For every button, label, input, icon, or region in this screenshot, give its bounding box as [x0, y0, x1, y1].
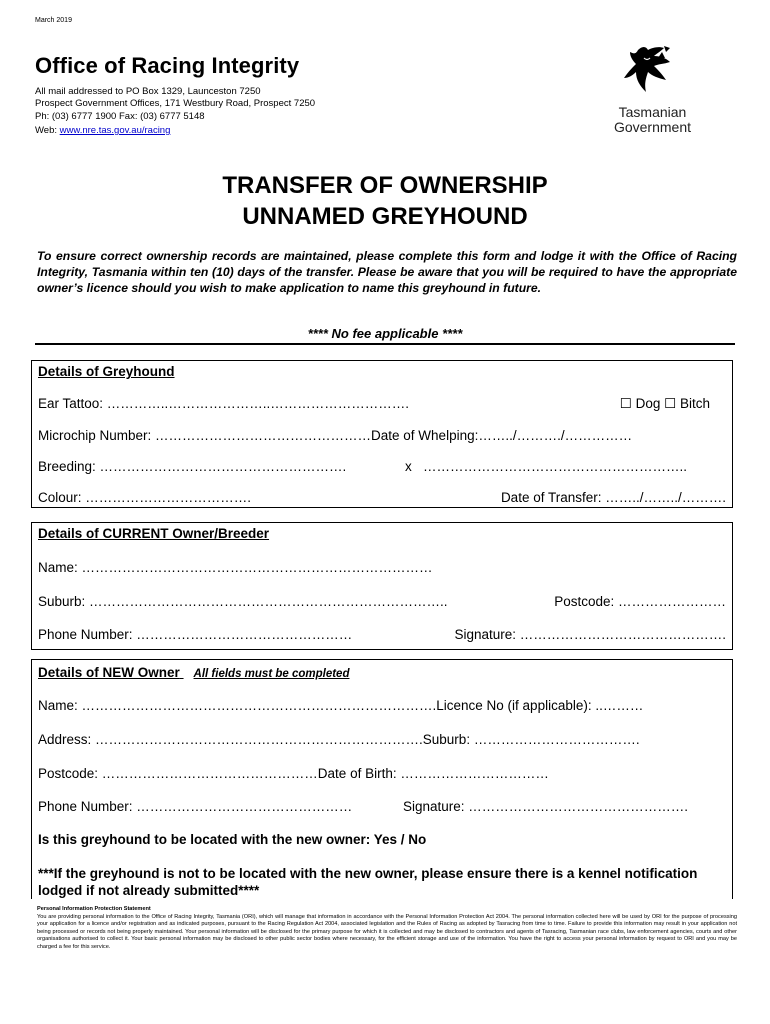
new-owner-section: [31, 659, 733, 899]
greyhound-section-heading: Details of Greyhound: [38, 364, 175, 379]
intro-paragraph: To ensure correct ownership records are maintained, please complete this form and lodge it with the Office of Racing Integrity, Tasmania within ten (10) days of the transfer. Please be aware that you will be required to have the appropriate owner’s licence should you wish to make application to name this greyhound in future.: [37, 249, 737, 295]
no-fee-notice: **** No fee applicable ****: [307, 326, 463, 341]
new-owner-heading-row: [38, 665, 349, 680]
ear-tattoo-row: [38, 396, 726, 411]
form-title-line-2: UNNAMED GREYHOUND: [242, 203, 528, 230]
tasmanian-government-logo: [600, 42, 705, 135]
phone-fax: Ph: (03) 6777 1900 Fax: (03) 6777 5148: [35, 111, 205, 122]
microchip-row: [38, 428, 726, 443]
new-owner-phone-row: [38, 799, 726, 814]
website-link[interactable]: www.nre.tas.gov.au/racing: [59, 125, 171, 136]
ear-tattoo-field[interactable]: Ear Tattoo: …………..…………………..………………………….: [38, 396, 410, 411]
thylacine-logo-icon: [600, 42, 705, 98]
microchip-field[interactable]: Microchip Number: …………………………………………: [38, 428, 372, 443]
kennel-notification-note: ***If the greyhound is not to be located with the new owner, please ensure there is a kennel notification lodged if not already submitted****: [38, 866, 698, 898]
whelping-date-field[interactable]: Date of Whelping:……../………./……………: [371, 428, 633, 443]
new-owner-name-field[interactable]: Name: …………………………………………………………………….: [38, 698, 437, 713]
current-owner-heading: Details of CURRENT Owner/Breeder: [38, 526, 270, 541]
current-owner-phone-row: [38, 627, 726, 642]
current-owner-phone-field[interactable]: Phone Number: …………………………………………: [38, 627, 353, 642]
greyhound-details-section: [31, 360, 733, 508]
privacy-body: You are providing personal information to the Office of Racing Integrity, Tasmania (ORI), which will manage that information in accordance with the Personal Information Protection Act 2004. The personal information collected here will be used by ORI for the purpose of processing your application for a licence and/or registration and as indicated purposes, pursuant to the Racing Regulation Act 2004, associated legislation and the Rules of Racing as adopted by Tasracing from time to time. Failure to provide this information may result in your application not being processed or records not being properly maintained. Your personal information will be disclosed for the primary purpose for which it is collected and may be disclosed to contractors and agents of Tasracing, Tasmanian race clubs, law enforcement agencies, courts and other organisations authorised to collect it. Your basic personal information may be disclosed to other public sector bodies where necessary, for the efficient storage and use of the information. You have the right to access your personal information by request to ORI and you may be charged a fee for this service.: [37, 913, 737, 950]
mail-address: All mail addressed to PO Box 1329, Launceston 7250: [35, 86, 261, 97]
office-address: Prospect Government Offices, 171 Westbury Road, Prospect 7250: [35, 98, 316, 109]
current-owner-postcode-field[interactable]: Postcode: ……………………: [554, 594, 726, 609]
new-owner-phone-field[interactable]: Phone Number: …………………………………………: [38, 799, 353, 814]
new-owner-postcode-row: [38, 766, 726, 781]
location-question[interactable]: Is this greyhound to be located with the new owner: Yes / No: [38, 832, 427, 847]
new-owner-signature-field[interactable]: Signature: ………………………………………….: [403, 799, 689, 814]
colour-field[interactable]: Colour: ……………………………….: [38, 490, 252, 505]
new-owner-suburb-field[interactable]: Suburb: ……………………………….: [422, 732, 640, 747]
new-owner-address-field[interactable]: Address: ……………………………………………………………….: [38, 732, 423, 747]
breeding-row: [38, 459, 726, 474]
website-line: [35, 125, 170, 137]
current-owner-suburb-row: [38, 594, 726, 609]
licence-number-field[interactable]: Licence No (if applicable): ..………: [436, 698, 644, 713]
logo-wordmark: Tasmanian Government: [613, 104, 692, 135]
privacy-heading: Personal Information Protection Statement: [37, 906, 151, 912]
breeding-dam-field[interactable]: …………………………………………………..: [423, 459, 688, 474]
form-title-line-1: TRANSFER OF OWNERSHIP: [222, 172, 548, 199]
privacy-statement: [37, 906, 737, 952]
new-owner-postcode-field[interactable]: Postcode: …………………………………………: [38, 766, 318, 781]
organisation-title: Office of Racing Integrity: [35, 53, 300, 78]
divider: [35, 343, 735, 345]
current-owner-suburb-field[interactable]: Suburb: ……………………………………………………………………..: [38, 594, 448, 609]
form-title: [0, 170, 770, 232]
new-owner-dob-field[interactable]: Date of Birth: ……………………………: [317, 766, 549, 781]
website-label: Web:: [35, 125, 58, 136]
current-owner-name-row: [38, 560, 726, 575]
current-owner-signature-field[interactable]: Signature: ……………………………………….: [454, 627, 726, 642]
current-owner-name-field[interactable]: Name: ……………………………………………………………………: [38, 560, 433, 575]
required-fields-note: All fields must be completed: [193, 668, 350, 680]
new-owner-heading: Details of NEW Owner: [38, 665, 180, 680]
transfer-date-field[interactable]: Date of Transfer: ……../……../……….: [500, 490, 726, 505]
new-owner-address-row: [38, 732, 726, 747]
colour-row: [38, 490, 726, 505]
new-owner-name-row: [38, 698, 726, 713]
breeding-sire-field[interactable]: Breeding: ……………………………………………….: [38, 459, 347, 474]
breeding-cross: x: [405, 459, 412, 474]
form-date: March 2019: [35, 17, 72, 24]
sex-checkboxes[interactable]: ☐ Dog ☐ Bitch: [619, 396, 710, 411]
current-owner-section: [31, 522, 733, 650]
